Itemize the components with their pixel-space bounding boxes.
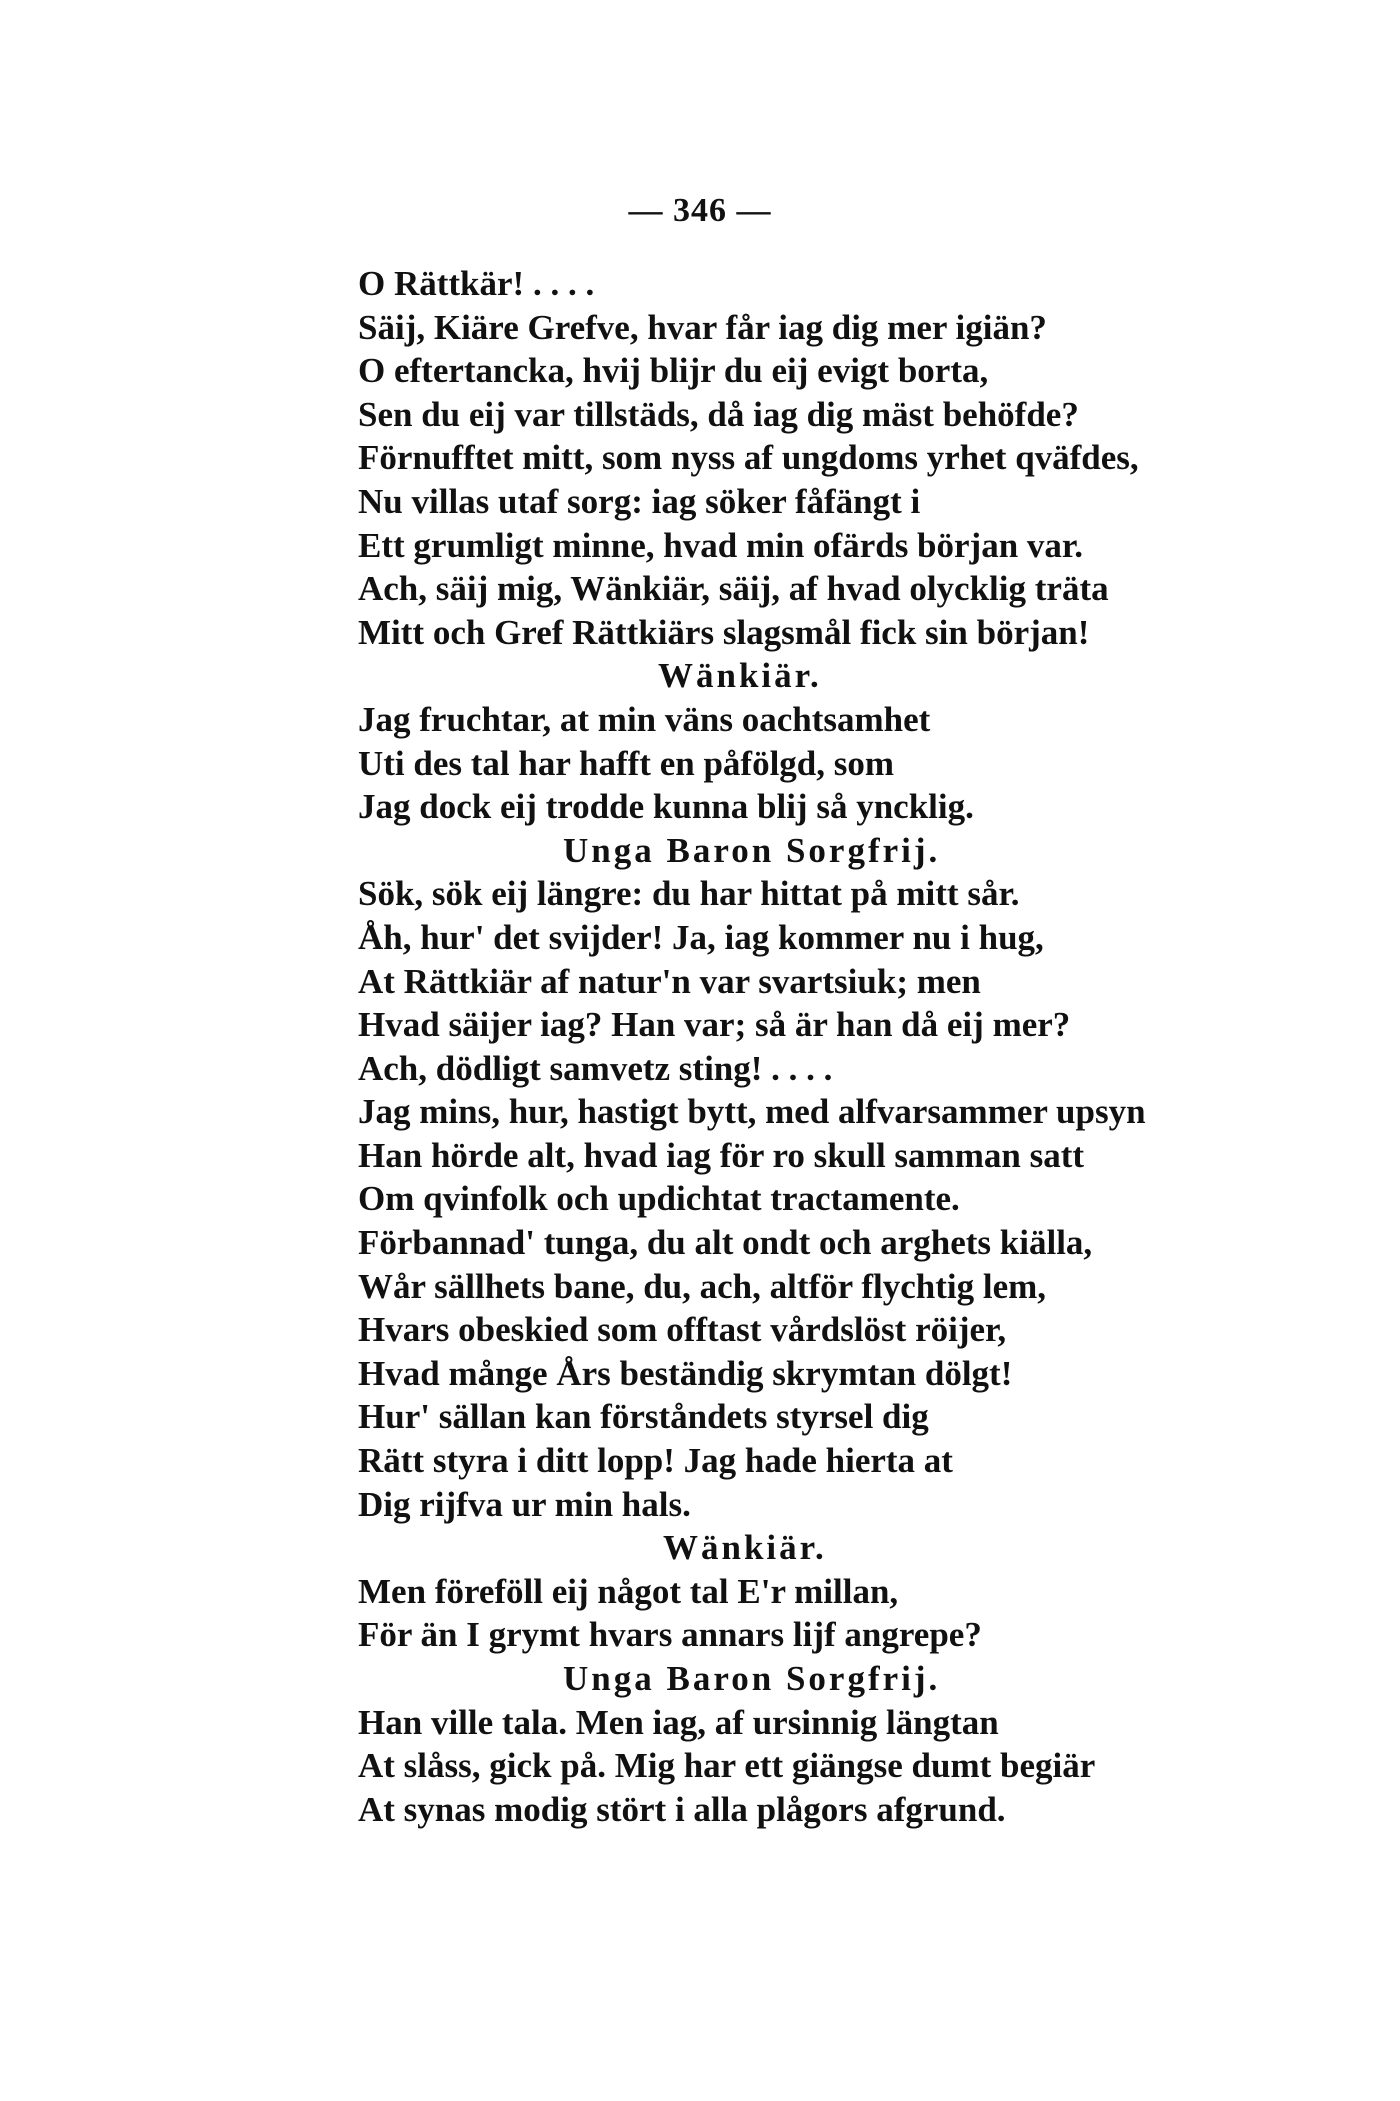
verse-line: At Rättkiär af natur'n var svartsiuk; men xyxy=(358,961,981,1001)
verse-line: Jag dock eij trodde kunna blij så yncklig. xyxy=(358,787,974,827)
verse-line: Ach, säij mig, Wänkiär, säij, af hvad olycklig träta xyxy=(358,569,1109,609)
verse-line: Wår sällhets bane, du, ach, altför flychtig lem, xyxy=(358,1266,1047,1306)
verse-line: För än I grymt hvars annars lijf angrepe? xyxy=(358,1615,982,1655)
verse-line: Nu villas utaf sorg: iag söker fåfängt i xyxy=(358,481,921,521)
verse-line: Sök, sök eij längre: du har hittat på mitt sår. xyxy=(358,874,1020,914)
verse-line: Men föreföll eij något tal E'r millan, xyxy=(358,1571,899,1611)
verse-line: Jag mins, hur, hastigt bytt, med alfvarsammer upsyn xyxy=(358,1092,1146,1132)
text-block xyxy=(358,262,1258,1831)
verse-line: Jag fruchtar, at min väns oachtsamhet xyxy=(358,699,931,739)
verse-line: O eftertancka, hvij blijr du eij evigt borta, xyxy=(358,351,989,391)
verse-line: Hvad månge Års beständig skrymtan dölgt! xyxy=(358,1353,1013,1393)
verse-line: Hvars obeskied som offtast vårdslöst röijer, xyxy=(358,1310,1007,1350)
page-number: — 346 — xyxy=(628,192,772,229)
speaker-name: Unga Baron Sorgfrij. xyxy=(563,830,941,870)
verse-line: Ach, dödligt samvetz sting! . . . . xyxy=(358,1048,833,1088)
verse-line: Rätt styra i ditt lopp! Jag hade hierta at xyxy=(358,1441,953,1481)
verse-line: Åh, hur' det svijder! Ja, iag kommer nu i hug, xyxy=(358,917,1044,957)
verse-line: Mitt och Gref Rättkiärs slagsmål fick sin början! xyxy=(358,612,1090,652)
speaker-name: Wänkiär. xyxy=(658,656,822,696)
verse-line: Förnufftet mitt, som nyss af ungdoms yrhet qväfdes, xyxy=(358,438,1139,478)
verse-line: Han ville tala. Men iag, af ursinnig längtan xyxy=(358,1702,999,1742)
verse-line: At slåss, gick på. Mig har ett giängse dumt begiär xyxy=(358,1746,1096,1786)
verse-line: Dig rijfva ur min hals. xyxy=(358,1484,691,1524)
verse-line: Hvad säijer iag? Han var; så är han då eij mer? xyxy=(358,1005,1071,1045)
speaker-name: Unga Baron Sorgfrij. xyxy=(563,1659,941,1698)
verse-line: At synas modig stört i alla plågors afgrund. xyxy=(358,1789,1006,1829)
verse-line: Om qvinfolk och updichtat tractamente. xyxy=(358,1179,960,1219)
verse-line: O Rättkär! . . . . xyxy=(358,264,595,303)
verse-line: Han hörde alt, hvad iag för ro skull samman satt xyxy=(358,1135,1085,1175)
verse-line: Ett grumligt minne, hvad min ofärds början var. xyxy=(358,525,1084,565)
verse-line: Säij, Kiäre Grefve, hvar får iag dig mer igiän? xyxy=(358,307,1047,347)
verse-line: Sen du eij var tillstäds, då iag dig mäst behöfde? xyxy=(358,394,1079,434)
verse-line: Uti des tal har hafft en påfölgd, som xyxy=(358,743,895,783)
speaker-name: Wänkiär. xyxy=(663,1528,827,1568)
verse-line: Förbannad' tunga, du alt ondt och arghets kiälla, xyxy=(358,1223,1093,1263)
verse-line: Hur' sällan kan förståndets styrsel dig xyxy=(358,1397,929,1437)
